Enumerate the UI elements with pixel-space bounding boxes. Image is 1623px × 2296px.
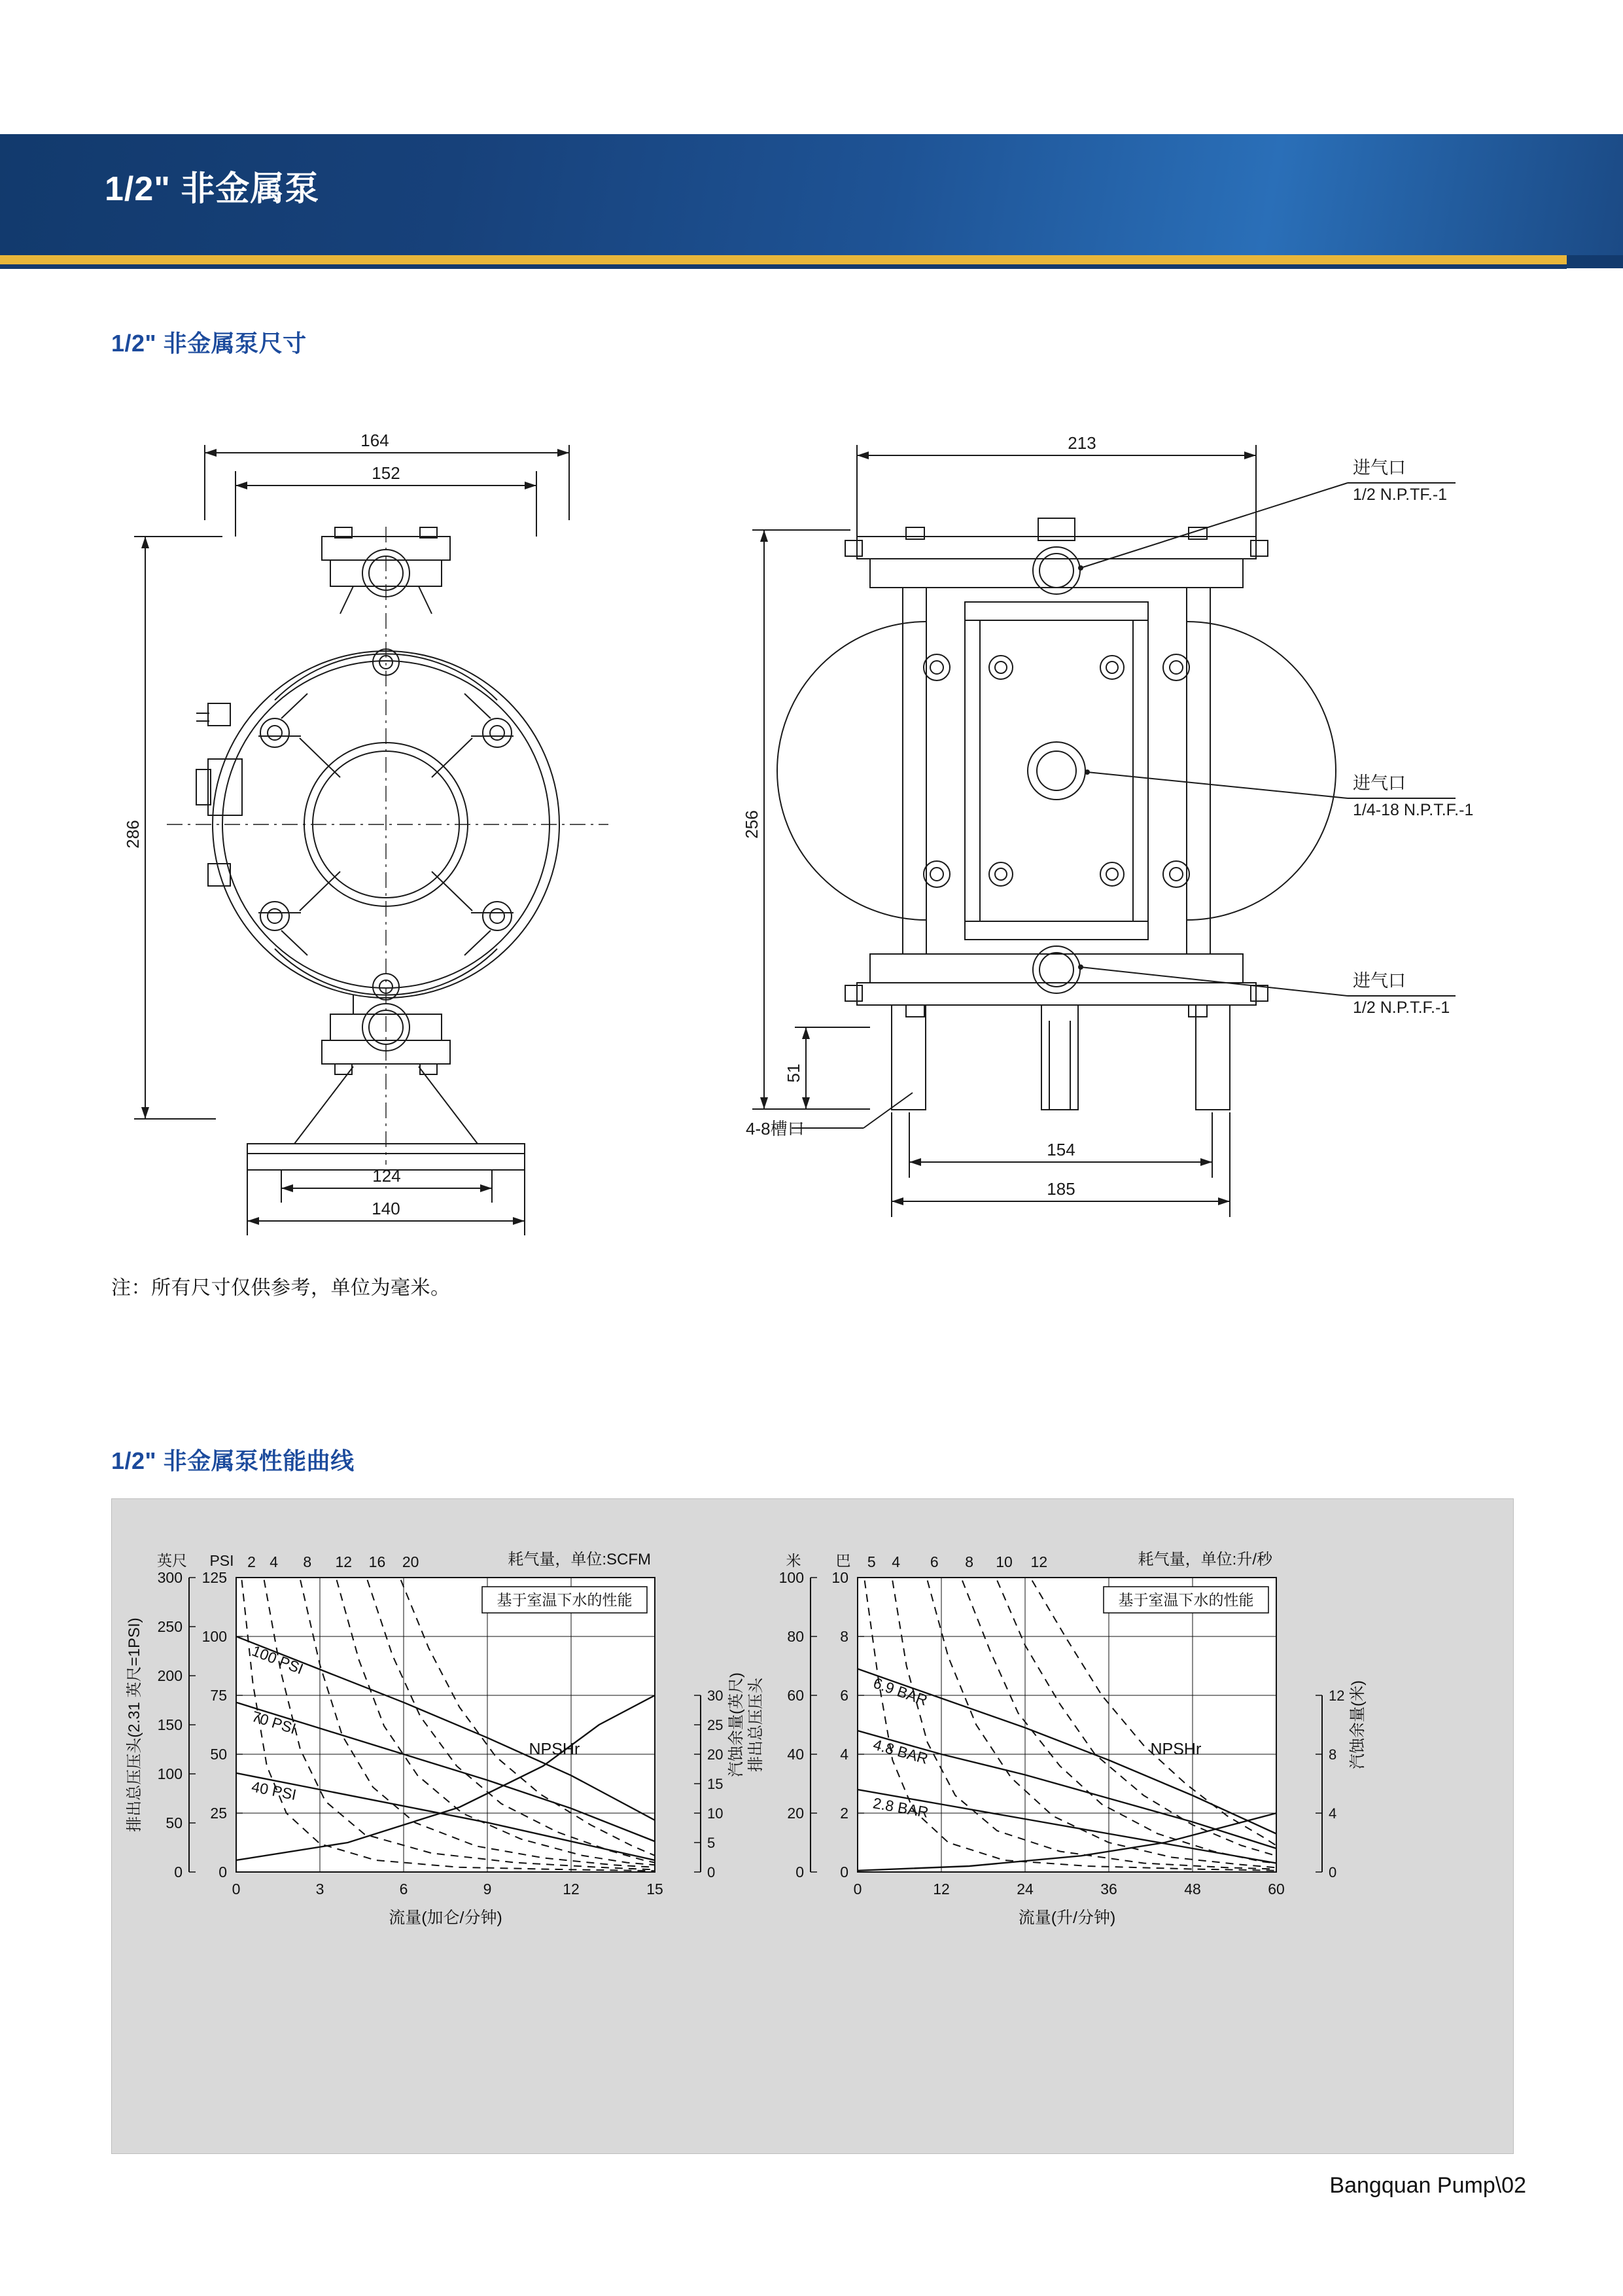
y-tick-inner: 75	[210, 1687, 227, 1704]
air-tick-label: 8	[965, 1553, 974, 1570]
note-box-text: 基于室温下水的性能	[497, 1591, 633, 1608]
y-tick-right: 12	[1329, 1687, 1345, 1704]
y-tick-inner: 2	[840, 1805, 848, 1822]
y-tick-outer: 60	[787, 1687, 804, 1704]
air-consumption-label: 耗气量，单位:升/秒	[1138, 1551, 1272, 1568]
y-axis-unit-inner: PSI	[209, 1552, 234, 1569]
y-tick-outer: 150	[157, 1716, 183, 1733]
air-tick-label: 5	[867, 1553, 876, 1570]
y-tick-inner: 100	[201, 1628, 227, 1645]
y-tick-outer: 100	[157, 1765, 183, 1782]
y-tick-inner: 6	[840, 1687, 848, 1704]
air-tick-label: 20	[402, 1553, 419, 1570]
x-tick-label: 24	[1017, 1881, 1034, 1898]
y-axis-unit-outer: 英尺	[157, 1552, 187, 1569]
section-title-dimensions: 1/2" 非金属泵尺寸	[111, 330, 307, 357]
y-axis-title-outer: 排出总压压头(2.31 英尺=1PSI)	[126, 1617, 143, 1832]
y-tick-right: 0	[707, 1864, 716, 1881]
y-tick-inner: 125	[201, 1569, 227, 1586]
x-tick-label: 6	[399, 1881, 408, 1898]
front-view-drawing	[134, 445, 608, 1235]
y-tick-outer: 20	[787, 1805, 804, 1822]
dim-front-152: 152	[372, 463, 400, 483]
dim-front-140: 140	[372, 1199, 400, 1218]
air-tick-label: 12	[335, 1553, 353, 1570]
series-label-npshr: NPSHr	[1150, 1740, 1202, 1759]
page-footer: Bangquan Pump\02	[1329, 2173, 1526, 2198]
y-tick-outer: 0	[174, 1863, 183, 1881]
air-tick-label: 8	[303, 1553, 312, 1570]
y-tick-outer: 100	[778, 1569, 804, 1586]
series-label: 40 PSI	[250, 1778, 298, 1803]
y-tick-inner: 0	[840, 1863, 848, 1881]
y-tick-right: 25	[707, 1717, 724, 1733]
series-label: 4.8 BAR	[871, 1735, 930, 1767]
x-tick-label: 12	[563, 1881, 580, 1898]
y-tick-outer: 40	[787, 1746, 804, 1763]
y-tick-right: 5	[707, 1835, 716, 1851]
x-tick-label: 0	[853, 1881, 862, 1898]
y-tick-outer: 250	[157, 1618, 183, 1635]
y-tick-right: 10	[707, 1805, 724, 1822]
y-tick-inner: 4	[840, 1746, 848, 1763]
dim-side-185: 185	[1047, 1179, 1075, 1199]
y-axis-title-right: 汽蚀余量(英尺)	[727, 1672, 745, 1777]
performance-curve-panel	[111, 1498, 1514, 2154]
series-label: 2.8 BAR	[871, 1794, 930, 1821]
x-tick-label: 9	[483, 1881, 492, 1898]
y-tick-right: 0	[1329, 1864, 1337, 1881]
dim-side-51: 51	[784, 1063, 803, 1083]
x-tick-label: 3	[315, 1881, 324, 1898]
page-title: 1/2" 非金属泵	[105, 170, 320, 208]
air-tick-label: 4	[270, 1553, 278, 1570]
x-tick-label: 60	[1268, 1881, 1285, 1898]
y-axis-title-right: 汽蚀余量(米)	[1349, 1680, 1367, 1769]
y-tick-inner: 10	[831, 1569, 848, 1586]
x-tick-label: 0	[232, 1881, 241, 1898]
y-tick-right: 4	[1329, 1805, 1337, 1822]
y-tick-outer: 50	[166, 1814, 183, 1831]
y-tick-outer: 200	[157, 1667, 183, 1684]
section-title-performance-curve: 1/2" 非金属泵性能曲线	[111, 1447, 355, 1474]
series-label: 70 PSI	[249, 1707, 298, 1737]
chart-2	[747, 1551, 1367, 1927]
dim-side-256: 256	[742, 810, 761, 839]
air-tick-label: 2	[247, 1553, 256, 1570]
air-tick-label: 10	[996, 1553, 1013, 1570]
dim-front-286: 286	[123, 820, 143, 849]
header-accent-blue	[0, 264, 1567, 269]
x-tick-label: 48	[1184, 1881, 1201, 1898]
x-tick-label: 36	[1100, 1881, 1117, 1898]
air-tick-label: 16	[368, 1553, 386, 1570]
air-tick-label: 6	[930, 1553, 939, 1570]
y-tick-right: 15	[707, 1776, 724, 1792]
x-tick-label: 15	[646, 1881, 663, 1898]
y-tick-inner: 0	[218, 1863, 227, 1881]
series-label: 100 PSI	[249, 1642, 306, 1678]
dim-side-213: 213	[1068, 433, 1096, 453]
callout-3-spec: 1/2 N.P.T.F.-1	[1353, 998, 1450, 1017]
callout-2-label: 进气口	[1353, 773, 1406, 793]
y-tick-outer: 80	[787, 1628, 804, 1645]
y-tick-right: 8	[1329, 1746, 1337, 1763]
air-consumption-label: 耗气量，单位:SCFM	[508, 1551, 651, 1568]
callout-3-label: 进气口	[1353, 971, 1406, 991]
series-label: 6.9 BAR	[871, 1674, 930, 1709]
callout-2-spec: 1/4-18 N.P.T.F.-1	[1353, 801, 1474, 819]
x-axis-title: 流量(加仑/分钟)	[389, 1909, 502, 1927]
dim-side-154: 154	[1047, 1140, 1075, 1159]
plot-area	[236, 1578, 655, 1872]
y-axis-title-outer: 排出总压压头	[747, 1678, 765, 1772]
side-view-drawing	[752, 445, 1456, 1217]
y-tick-inner: 8	[840, 1628, 848, 1645]
dimensions-note: 注：所有尺寸仅供参考，单位为毫米。	[111, 1277, 451, 1299]
callout-1-label: 进气口	[1353, 458, 1406, 478]
dim-side-slot-note: 4-8槽口	[746, 1119, 805, 1139]
air-tick-label: 12	[1030, 1553, 1048, 1570]
y-tick-right: 20	[707, 1746, 724, 1763]
y-axis-unit-outer: 米	[786, 1552, 801, 1569]
callout-1-spec: 1/2 N.P.TF.-1	[1353, 486, 1448, 504]
y-tick-inner: 50	[210, 1746, 227, 1763]
y-tick-right: 30	[707, 1687, 724, 1704]
air-tick-label: 4	[892, 1553, 901, 1570]
note-box-text: 基于室温下水的性能	[1118, 1591, 1254, 1608]
y-axis-unit-inner: 巴	[835, 1552, 851, 1569]
header-accent-gold	[0, 255, 1567, 264]
chart-1	[126, 1551, 745, 1927]
dim-front-124: 124	[372, 1166, 401, 1186]
y-tick-outer: 300	[157, 1569, 183, 1586]
x-tick-label: 12	[933, 1881, 950, 1898]
y-tick-inner: 25	[210, 1805, 227, 1822]
dim-front-164: 164	[360, 431, 389, 450]
technical-drawings	[0, 406, 1623, 1256]
y-tick-outer: 0	[795, 1863, 804, 1881]
series-label-npshr: NPSHr	[529, 1740, 580, 1759]
x-axis-title: 流量(升/分钟)	[1018, 1909, 1116, 1927]
